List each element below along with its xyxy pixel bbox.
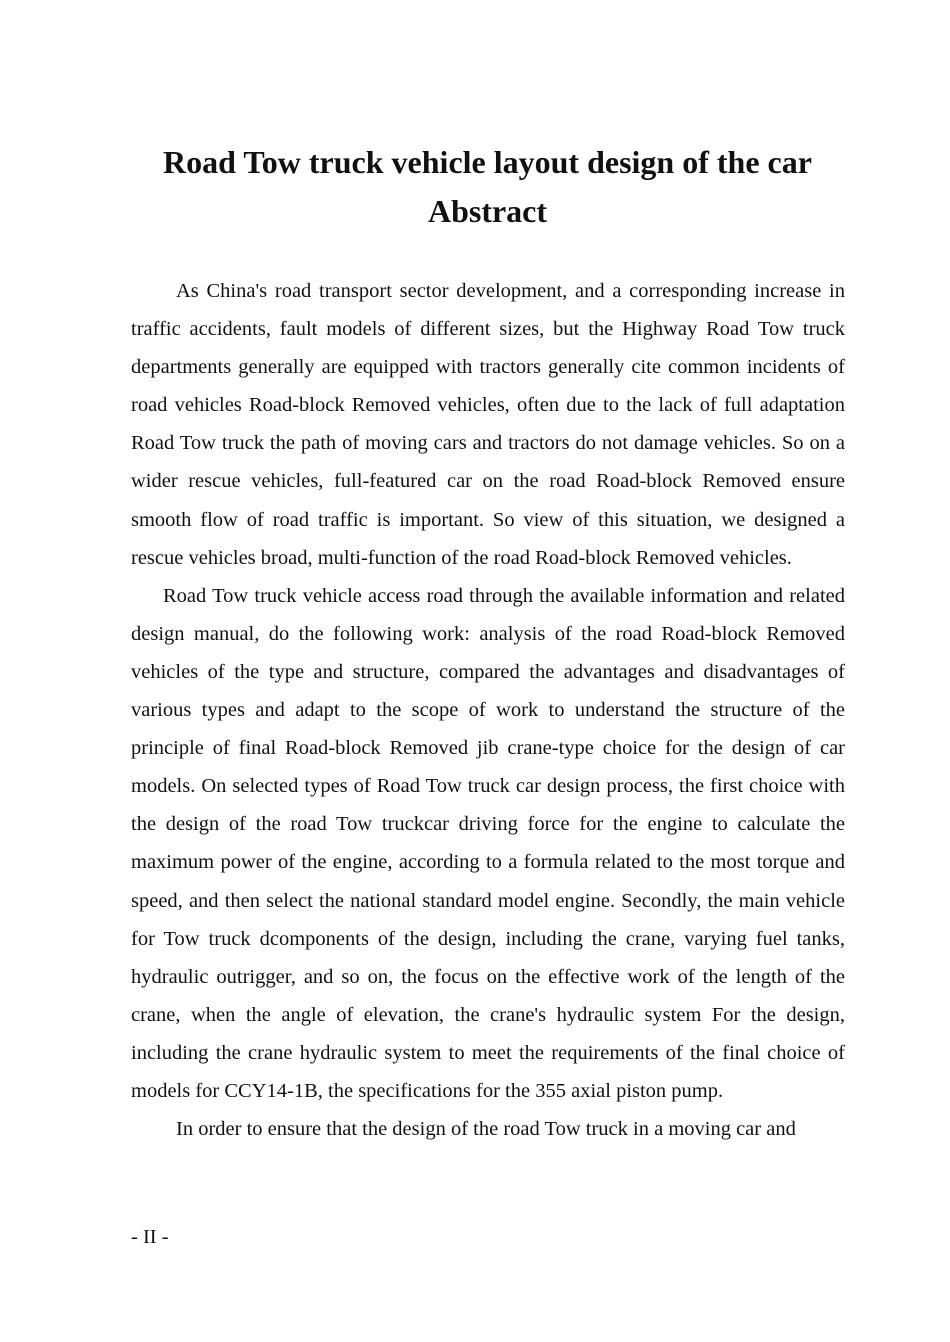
section-heading-abstract: Abstract: [427, 193, 548, 229]
abstract-paragraph-3: In order to ensure that the design of the road Tow truck in a moving car and: [176, 1118, 796, 1141]
page-number: - II -: [131, 1226, 169, 1248]
abstract-body: [131, 272, 845, 1148]
abstract-paragraph-2: Road Tow truck vehicle access road through the available information and related design manual, do the following work: analysis of the road Road-block Removed vehicles of the type and structure, compared the advantages and disadvantages of various types and adapt to the scope of work to understand the structure of the principle of final Road-block Removed jib crane-type choice for the design of car models. On selected types of Road Tow truck car design process, the first choice with the design of the road Tow truckcar driving force for the engine to calculate the maximum power of the engine, according to a formula related to the most torque and speed, and then select the national standard model engine. Secondly, the main vehicle for Tow truck dcomponents of the design, including the crane, varying fuel tanks, hydraulic outrigger, and so on, the focus on the effective work of the length of the crane, when the angle of elevation, the crane's hydraulic system For the design, including the crane hydraulic system to meet the requirements of the final choice of models for CCY14-1B, the specifications for the 355 axial piston pump.: [131, 584, 845, 1102]
document-title: Road Tow truck vehicle layout design of the car: [163, 144, 812, 180]
abstract-paragraph-1: As China's road transport sector development, and a corresponding increase in traffic accidents, fault models of different sizes, but the Highway Road Tow truck departments generally are equipped with tractors generally cite common incidents of road vehicles Road-block Removed vehicles, often due to the lack of full adaptation Road Tow truck the path of moving cars and tractors do not damage vehicles. So on a wider rescue vehicles, full-featured car on the road Road-block Removed ensure smooth flow of road traffic is important. So view of this situation, we designed a rescue vehicles broad, multi-function of the road Road-block Removed vehicles.: [131, 280, 845, 569]
